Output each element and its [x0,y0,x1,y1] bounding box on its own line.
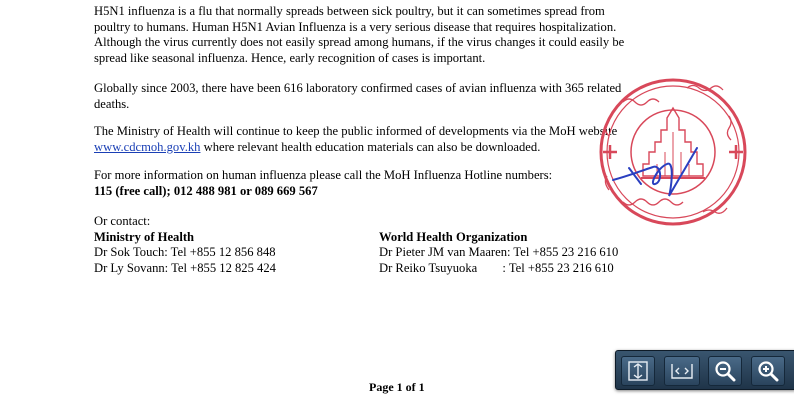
zoom-out-button[interactable] [708,356,742,386]
contact-moh-block [94,214,276,276]
text-line: The Ministry of Health will continue to keep the public informed of developments via the MoH website [94,124,618,138]
hotline-numbers: 115 (free call); 012 488 981 or 089 669 567 [94,183,318,198]
paragraph-h5n1-description [94,4,704,66]
fit-page-button[interactable] [621,356,655,386]
contact-org-who: World Health Organization [379,229,528,244]
zoom-in-button[interactable] [751,356,785,386]
contact-org-moh: Ministry of Health [94,229,195,244]
text-line: Although the virus currently does not easily spread among humans, if the virus changes it could easily be [94,35,625,50]
page-nav-icon [669,360,695,382]
moh-website-link[interactable]: www.cdcmoh.gov.kh [94,139,201,154]
zoom-out-icon [713,359,737,383]
contact-intro: Or contact: [94,214,151,228]
contact-who-block [379,230,618,277]
contact-person: Dr Pieter JM van Maaren: Tel +855 23 216 610 [379,245,619,260]
zoom-in-icon [756,359,780,383]
page-navigation-button[interactable] [664,356,700,386]
text-line: poultry to humans. Human H5N1 Avian Influenza is a very serious disease that requires hospitalization. [94,19,617,34]
text-line: deaths. [94,96,130,111]
contact-person: Dr Sok Touch: Tel +855 12 856 848 [94,245,276,260]
viewer-toolbar [615,350,794,390]
text-line: spread like seasonal influenza. Hence, early recognition of cases is important. [94,50,486,65]
text-segment: where relevant health education materials can also be downloaded. [200,139,541,154]
contact-person: Dr Reiko Tsuyuoka : Tel +855 23 216 610 [379,260,614,275]
contact-person: Dr Ly Sovann: Tel +855 12 825 424 [94,260,276,275]
fit-page-icon [627,360,649,382]
text-line: For more information on human influenza please call the MoH Influenza Hotline numbers: [94,168,553,182]
page-number: Page 1 of 1 [369,380,425,394]
official-stamp-icon [583,72,753,232]
text-line: H5N1 influenza is a flu that normally spreads between sick poultry, but it can sometimes spread from [94,4,605,18]
text-line: Globally since 2003, there have been 616 laboratory confirmed cases of avian influenza with 365 related [94,81,622,95]
